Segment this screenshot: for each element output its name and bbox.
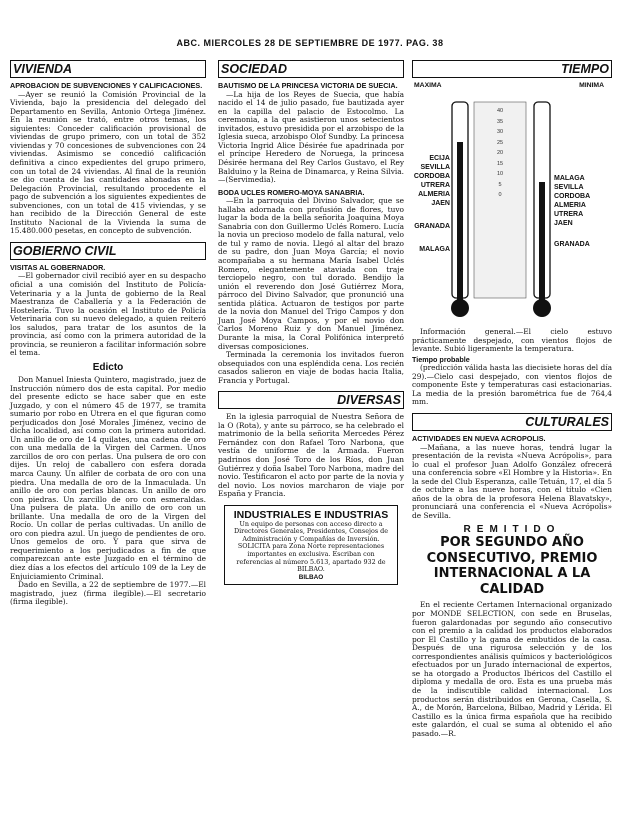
culturales-body: —Mañana, a las nueve horas, tendrá lugar la presentación de la revista «Nueva Acrópolis», para lo cual el profesor Juan Adolfo González ofrecerá una conferencia sobre «El Hombre y la Historia». En la sede del Club Esperanza, calle Tetuán, 17, el día 5 de octubre a las nueve horas, con el título «Cien años de la obra de la profesora Helena Blavatsky», pronunciará una conferencia el «Nueva Acrópolis» de Sevilla.	[412, 442, 612, 520]
section-diversas: DIVERSAS	[218, 391, 404, 409]
remitido-label: REMITIDO	[463, 524, 561, 536]
edicto-title: Edicto	[92, 361, 124, 373]
cities-min	[554, 174, 610, 249]
vivienda-headline: APROBACION DE SUBVENCIONES Y CALIFICACIONES.	[10, 81, 203, 90]
tiempo-probable-head: Tiempo probable	[412, 354, 470, 364]
city-label: CORDOBA	[413, 173, 450, 180]
tiempo-probable-body: (predicción válida hasta las diecisiete horas del día 29).—Cielo casi despejado, con vientos flojos de componente Este y temperaturas casi estacionarias. La media de la presión barométrica fue de 764,4 mm.	[412, 363, 613, 407]
city-label: SEVILLA	[554, 184, 584, 191]
scale-tick: 40	[496, 108, 504, 114]
edicto-body: Don Manuel Iniesta Quintero, magistrado, juez de Instrucción número dos de esta capital. Por medio del presente edicto se hace saber que en este Juzgado, y con el número 45 de 1977, se tramita sumario por robo en Utrera en el que figuran como perjudicados don José Morales Jiménez, vecino de dicha localidad, así como con la primera autoridad. Un anillo de oro de 14 quilates, una cadena de oro con una medalla de la Virgen del Carmen. Unos zarcillos de oro con perlas. Una pulsera de oro con dijes. Un reloj de caballero con esfera dorada marca Cauny. Un alfiler de corbata de oro con una piedra. Una medalla de oro de la Inmaculada. Un anillo de oro con perlas blancas. Un anillo de oro con piedras. Un zarcillo de oro con esmeraldas. Una pulsera de plata. Un anillo de oro con un brillante. Una medalla de oro de la Virgen del Rocío. Un collar de perlas cultivadas. Un anillo de oro con piedra azul. Un juego de pendientes de oro. Unos gemelos de oro. Y para que sirva de requerimiento a los perjudicados a fin de que comparezcan ante este Juzgado en el término de diez días a los efectos del artículo 109 de la Ley de Enjuiciamiento Criminal.	[10, 374, 206, 581]
city-label: GRANADA	[554, 241, 590, 248]
section-tiempo: TIEMPO	[412, 60, 612, 78]
industriales-title: INDUSTRIALES E INDUSTRIAS	[233, 508, 389, 521]
scale-tick: 25	[496, 139, 504, 146]
maxima-label: MAXIMA	[414, 82, 442, 89]
tiempo-info: Información general.—El cielo estuvo prácticamente despejado, con vientos flojos de levante. Subió ligeramente la temperatura.	[412, 327, 612, 354]
section-sociedad: SOCIEDAD	[218, 60, 404, 78]
scale-tick: 5	[498, 181, 502, 188]
section-vivienda: VIVIENDA	[10, 60, 206, 78]
city-label: GRANADA	[414, 223, 450, 230]
industriales-body: Un equipo de personas con acceso directo a Directores Generales, Presidentes, Consejos de Administración y Compañías de Inversión. SOLICITA para Zona Norte representaciones importantes en exclusiva. Escriban con referencias al número 5.613, apartado 932 de BILBAO.	[233, 519, 389, 574]
scale-tick: 30	[496, 129, 504, 135]
sociedad-body-2: —En la parroquia del Divino Salvador, que se hallaba adornada con profusión de flores, tuvo lugar la boda de la bella señorita Joaquina Moya Sanabria con don Guillermo Uclés Romero. Lucía la novia un precioso modelo de falla natural, velo de tul y ramo de novia. Llegó al altar del brazo de su padre, don Juan Moya García; el novio acompañaba a su hermana María Isabel Uclés Romero, elegantemente ataviada con traje terciopelo negro, con tul dorado. Bendijo la unión el reverendo don José Gutiérrez Mora, párroco del Divino Salvador, que pronunció una sentida plática. Actuaron de testigos por parte de la novia don Manuel del Trigo Campos y don Juan José Moya Campos, y por el novio don Carlos Moreno Ruiz y don Manuel Jiménez. Durante la misa, la Coral Polifónica interpretó diversas composiciones.	[218, 196, 404, 351]
gobierno-headline: VISITAS AL GOBERNADOR.	[10, 262, 106, 272]
column-middle	[218, 60, 404, 585]
diversas-body: En la iglesia parroquial de Nuestra Señora de la O (Rota), y ante su párroco, se ha celebrado el matrimonio de la bella señorita Mercedes Pérez Fernández con don Rafael Toro Narbona, que vestía de uniforme de la Armada. Fueron padrinos don José Toro de los Ríos, don Juan Gutiérrez y doña Isabel Toro Narbona, madre del novio. Testificaron el acto por parte de la novia y del novio. Los novios marcharon de viaje por España y Francia.	[218, 412, 404, 499]
scale-tick: 20	[496, 150, 504, 156]
city-label: ECIJA	[429, 155, 450, 162]
industriales-footer: BILBAO	[298, 573, 324, 581]
city-label: SEVILLA	[420, 164, 450, 171]
sociedad-headline-2: BODA UCLES ROMERO-MOYA SANABRIA.	[218, 187, 365, 197]
remitido-block	[412, 524, 612, 597]
remitido-title: POR SEGUNDO AÑO CONSECUTIVO, PREMIO INTERNACIONAL A LA CALIDAD	[426, 535, 598, 597]
city-label: CORDOBA	[554, 193, 591, 200]
sociedad-headline-1: BAUTISMO DE LA PRINCESA VICTORIA DE SUECIA.	[218, 81, 398, 90]
city-label: MALAGA	[419, 246, 450, 253]
column-left	[10, 60, 206, 607]
sociedad-body-3: Terminada la ceremonia los invitados fueron obsequiados con una espléndida cena. Los recién casados salieron en viaje de bodas hacia Italia, Francia y Portugal.	[218, 350, 404, 385]
gobierno-body: —El gobernador civil recibió ayer en su despacho oficial a una comisión del Instituto de Policía-Veterinaria y a la Junta de gobierno de la Real Maestranza de Caballería y a la Federación de Hostelería. Tuvo la ocasión el Instituto de Policía Veterinaria con su nuevo delegado, a quien reiteró los saludos, para tratar de los asuntos de la provincia, así como con la primera autoridad de la provincia, se reunieron a facilitar información sobre el tema.	[10, 271, 206, 358]
culturales-headline: ACTIVIDADES EN NUEVA ACROPOLIS.	[412, 433, 546, 443]
city-label: UTRERA	[554, 211, 584, 218]
thermometer-graphic	[412, 82, 612, 328]
city-label: MALAGA	[554, 175, 585, 182]
scale-tick: 15	[496, 160, 504, 167]
scale-tick: 10	[496, 171, 504, 177]
city-label: JAEN	[554, 220, 573, 227]
temp-scale	[474, 106, 526, 201]
remitido-body: En el reciente Certamen Internacional organizado por MONDE SELECTION, con sede en Bruselas, fueron galardonadas por segundo año consecutivo con el premio a la calidad los productos elaborados por El Castillo y la gama de embutidos de la casa. Después de una rigurosa selección y de los correspondientes análisis químicos y bacteriológicos efectuados por un Jurado internacional de expertos, se ha otorgado a Productos Ibéricos del Castillo el diploma y medalla de oro. Esta es una prueba más de la indiscutible calidad internacional. Los productos serán distribuidos en Gerona, Casella, S. A., de Morón, Barcelona, Bilbao, Madrid y Lérida. El Castillo es la única firma española que ha recibido este galardón, el cual se suma al obtenido el año pasado.—R.	[412, 600, 612, 738]
scale-tick: 35	[496, 118, 504, 125]
scale-tick: 0	[498, 192, 502, 198]
city-label: ALMERIA	[554, 202, 586, 209]
city-label: UTRERA	[420, 182, 450, 189]
edicto-closing: Dado en Sevilla, a 22 de septiembre de 1977.—El magistrado, juez (firma ilegible).—El secretario (firma ilegible).	[10, 580, 206, 607]
cities-max	[412, 154, 450, 254]
minima-label: MINIMA	[579, 82, 604, 89]
city-label: JAEN	[431, 200, 450, 207]
section-culturales: CULTURALES	[412, 413, 612, 431]
section-gobierno-civil: GOBIERNO CIVIL	[10, 242, 206, 260]
page-header: ABC. MIERCOLES 28 DE SEPTIEMBRE DE 1977. PAG. 38	[176, 38, 444, 48]
column-right	[412, 60, 612, 738]
industriales-ad	[224, 505, 398, 586]
vivienda-body: —Ayer se reunió la Comisión Provincial de la Vivienda, bajo la presidencia del delegado del Departamento en Sevilla, Antonio Ortega Jiménez. En la reunión se trató, entre otros temas, los siguientes: Conceder calificación provisional de viviendas de grupo primero, con un total de 352 viviendas y 70 concesiones de subvenciones con 24 viviendas. Asimismo se concedió calificación definitiva a cinco expedientes del grupo primero, con un total de 24 viviendas. Al final de la reunión se dio cuenta de las cantidades abonadas en la Delegación Provincial, resultando procedente el pago de subvención a los siguientes expedientes de subvenciones, con un total de 415 viviendas, y se han recibido de la Dirección General de este Instituto Nacional de la Vivienda la suma de 15.480.000 pesetas, en concepto de subvención.	[10, 89, 206, 236]
city-label: ALMERIA	[418, 191, 450, 198]
sociedad-body-1: —La hija de los Reyes de Suecia, que había nacido el 14 de julio pasado, fue bautizada ayer en la capilla del palacio de Estocolmo. La ceremonia, a la que asistieron unos setecientos invitados, estuvo presidida por el arzobispo de la Iglesia sueca, arzobispo Olof Sundby. La princesa Victoria Ingrid Alice Désirée fue apadrinada por el príncipe Heredero de Noruega, la princesa Désirée hermana del Rey Carlos Gustavo, el Rey Balduino y la Reina de Dinamarca, y Reina Silvia.—(Servimedia).	[218, 89, 404, 185]
